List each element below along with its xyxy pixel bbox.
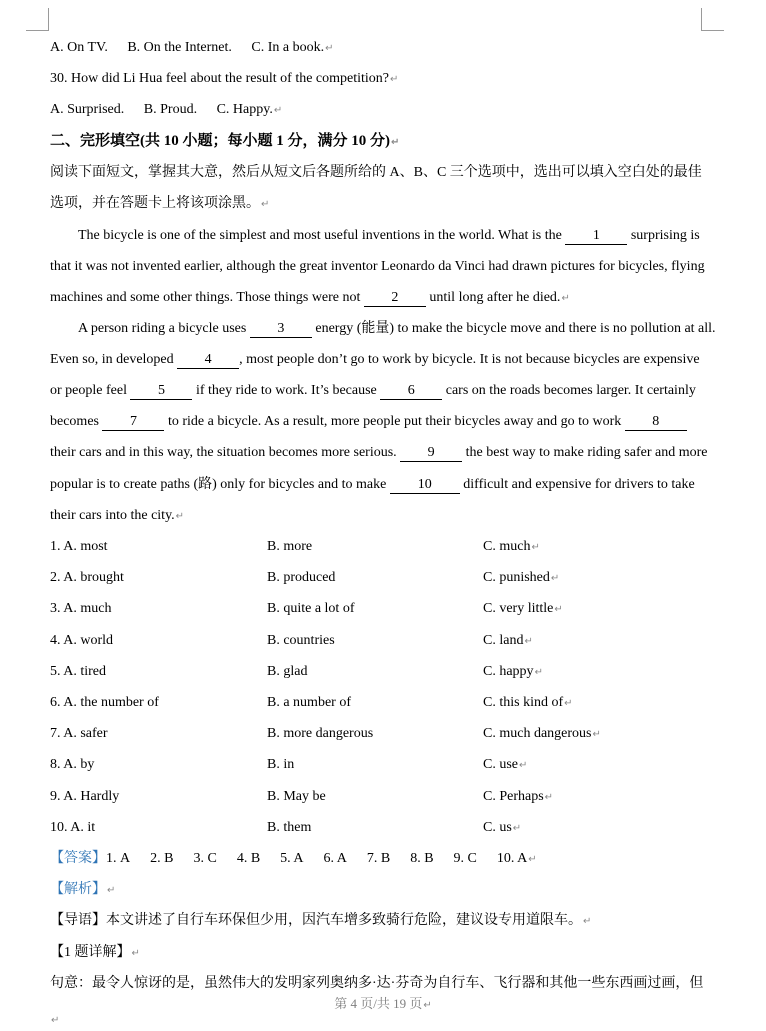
- blank-9: 9: [400, 445, 462, 462]
- q30-option-a: A. Surprised.: [50, 102, 125, 117]
- option-8-b: B. in: [267, 757, 295, 772]
- option-9-c: C. Perhaps↵: [483, 789, 554, 804]
- paragraph-mark: ↵: [554, 604, 563, 615]
- instructions-line-1: 阅读下面短文，掌握其大意，然后从短文后各题所给的 A、B、C 三个选项中，选出可以填入空白处的最佳: [50, 165, 702, 180]
- option-4-c: C. land↵: [483, 633, 533, 648]
- option-9-a: 9. A. Hardly: [50, 789, 120, 804]
- answer-label: 【答案】: [50, 851, 106, 866]
- answer-item: 9. C: [453, 851, 477, 866]
- option-9-b: B. May be: [267, 789, 326, 804]
- detail-label-line: 【1 题详解】↵: [50, 945, 140, 960]
- option-3-a: 3. A. much: [50, 601, 112, 616]
- passage-line: popular is to create paths (路) only for bicycles and to make 10 difficult and expensive for drivers to take: [50, 477, 695, 492]
- passage-line: or people feel 5 if they ride to work. It’s because 6 cars on the roads becomes larger. It certainly: [50, 383, 696, 398]
- paragraph-mark: ↵: [534, 667, 543, 678]
- section-heading: 二、完形填空(共 10 小题；每小题 1 分，满分 10 分)↵: [50, 133, 400, 149]
- blank-5: 5: [130, 383, 192, 400]
- answer-item: 1. A: [106, 851, 131, 866]
- option-4-b: B. countries: [267, 633, 335, 648]
- blank-8: 8: [625, 414, 687, 431]
- option-1-b: B. more: [267, 539, 313, 554]
- trailing-mark: ↵: [51, 1015, 60, 1026]
- detail-text: 句意：最令人惊讶的是，虽然伟大的发明家列奥纳多·达·芬奇为自行车、飞行器和其他一些东西画过画，但: [50, 976, 704, 991]
- passage-line: their cars and in this way, the situation becomes more serious. 9 the best way to make riding safer and more: [50, 445, 708, 460]
- paragraph-mark: ↵: [592, 729, 601, 740]
- blank-3: 3: [250, 321, 312, 338]
- option-4-a: 4. A. world: [50, 633, 113, 648]
- paragraph-mark: ↵: [564, 698, 573, 709]
- option-5-b: B. glad: [267, 664, 308, 679]
- crop-mark-top-right: [701, 8, 724, 31]
- instructions-line-2: 选项，并在答题卡上将该项涂黑。↵: [50, 196, 270, 211]
- passage-line: The bicycle is one of the simplest and most useful inventions in the world. What is the 1 surprising is: [78, 228, 700, 243]
- analysis-label: 【解析】: [50, 882, 106, 897]
- paragraph-mark: ↵: [524, 636, 533, 647]
- passage-line: A person riding a bicycle uses 3 energy (能量) to make the bicycle move and there is no pollution at all.: [78, 321, 716, 336]
- option-7-c: C. much dangerous↵: [483, 726, 601, 741]
- passage-line: their cars into the city.↵: [50, 508, 185, 523]
- blank-1: 1: [565, 228, 627, 245]
- passage-line: machines and some other things. Those things were not 2 until long after he died.↵: [50, 290, 570, 305]
- page-footer: 第 4 页/共 19 页↵: [334, 996, 432, 1011]
- blank-6: 6: [380, 383, 442, 400]
- option-6-c: C. this kind of↵: [483, 695, 573, 710]
- passage-line: that it was not invented earlier, although the great inventor Leonardo da Vinci had drawn pictures for bicycles, flying: [50, 259, 705, 274]
- blank-10: 10: [390, 477, 460, 494]
- option-1-a: 1. A. most: [50, 539, 108, 554]
- option-7-a: 7. A. safer: [50, 726, 108, 741]
- q30-options: A. Surprised. B. Proud. C. Happy.↵: [50, 102, 283, 117]
- analysis-line: 【解析】↵: [50, 882, 116, 897]
- q29-option-c: C. In a book.: [251, 40, 325, 55]
- paragraph-mark: ↵: [512, 823, 522, 834]
- answer-item: 2. B: [150, 851, 174, 866]
- paragraph-mark: ↵: [544, 792, 554, 803]
- option-5-c: C. happy↵: [483, 664, 543, 679]
- crop-mark-top-left: [26, 8, 49, 31]
- option-7-b: B. more dangerous: [267, 726, 374, 741]
- option-3-b: B. quite a lot of: [267, 601, 355, 616]
- answer-line: 【答案】1. A 2. B 3. C 4. B 5. A 6. A 7. B 8. B 9. C 10. A↵: [50, 851, 537, 866]
- paragraph-mark: ↵: [519, 760, 528, 771]
- option-2-b: B. produced: [267, 570, 336, 585]
- option-5-a: 5. A. tired: [50, 664, 106, 679]
- answer-item: 7. B: [366, 851, 391, 866]
- q29-option-b: B. On the Internet.: [127, 40, 232, 55]
- q29-option-a: A. On TV.: [50, 40, 108, 55]
- guide-label: 【导语】: [50, 913, 106, 928]
- option-8-a: 8. A. by: [50, 757, 95, 772]
- option-6-a: 6. A. the number of: [50, 695, 159, 710]
- paragraph-mark: ↵: [531, 542, 540, 553]
- option-2-c: C. punished↵: [483, 570, 560, 585]
- option-6-b: B. a number of: [267, 695, 351, 710]
- passage-line: becomes 7 to ride a bicycle. As a result, more people put their bicycles away and go to work 8: [50, 412, 687, 432]
- answer-item: 10. A: [496, 851, 528, 866]
- option-10-b: B. them: [267, 820, 312, 835]
- option-3-c: C. very little↵: [483, 601, 563, 616]
- blank-7: 7: [102, 414, 164, 431]
- answer-item: 5. A: [280, 851, 304, 866]
- q30-option-c: C. Happy.: [216, 102, 273, 117]
- q30-option-b: B. Proud.: [143, 102, 198, 117]
- option-10-a: 10. A. it: [50, 820, 96, 835]
- option-1-c: C. much↵: [483, 539, 540, 554]
- guide-text: 本文讲述了自行车环保但少用，因汽车增多致骑行危险，建议设专用道限车。: [106, 913, 582, 928]
- option-10-c: C. us↵: [483, 820, 522, 835]
- blank-4: 4: [177, 352, 239, 369]
- passage-line: Even so, in developed 4 , most people don’t go to work by bicycle. It is not because bicycles are expensive: [50, 352, 700, 367]
- answer-item: 8. B: [410, 851, 434, 866]
- paragraph-mark: ↵: [550, 573, 560, 584]
- answer-item: 4. B: [236, 851, 261, 866]
- q30-question: 30. How did Li Hua feel about the result of the competition?↵: [50, 71, 399, 86]
- blank-2: 2: [364, 290, 426, 307]
- guide-line: 【导语】本文讲述了自行车环保但少用，因汽车增多致骑行危险，建议设专用道限车。↵: [50, 913, 592, 928]
- option-2-a: 2. A. brought: [50, 570, 124, 585]
- answer-item: 3. C: [193, 851, 217, 866]
- q29-options: A. On TV. B. On the Internet. C. In a book.↵: [50, 40, 334, 55]
- answer-item: 6. A: [323, 851, 347, 866]
- option-8-c: C. use↵: [483, 757, 528, 772]
